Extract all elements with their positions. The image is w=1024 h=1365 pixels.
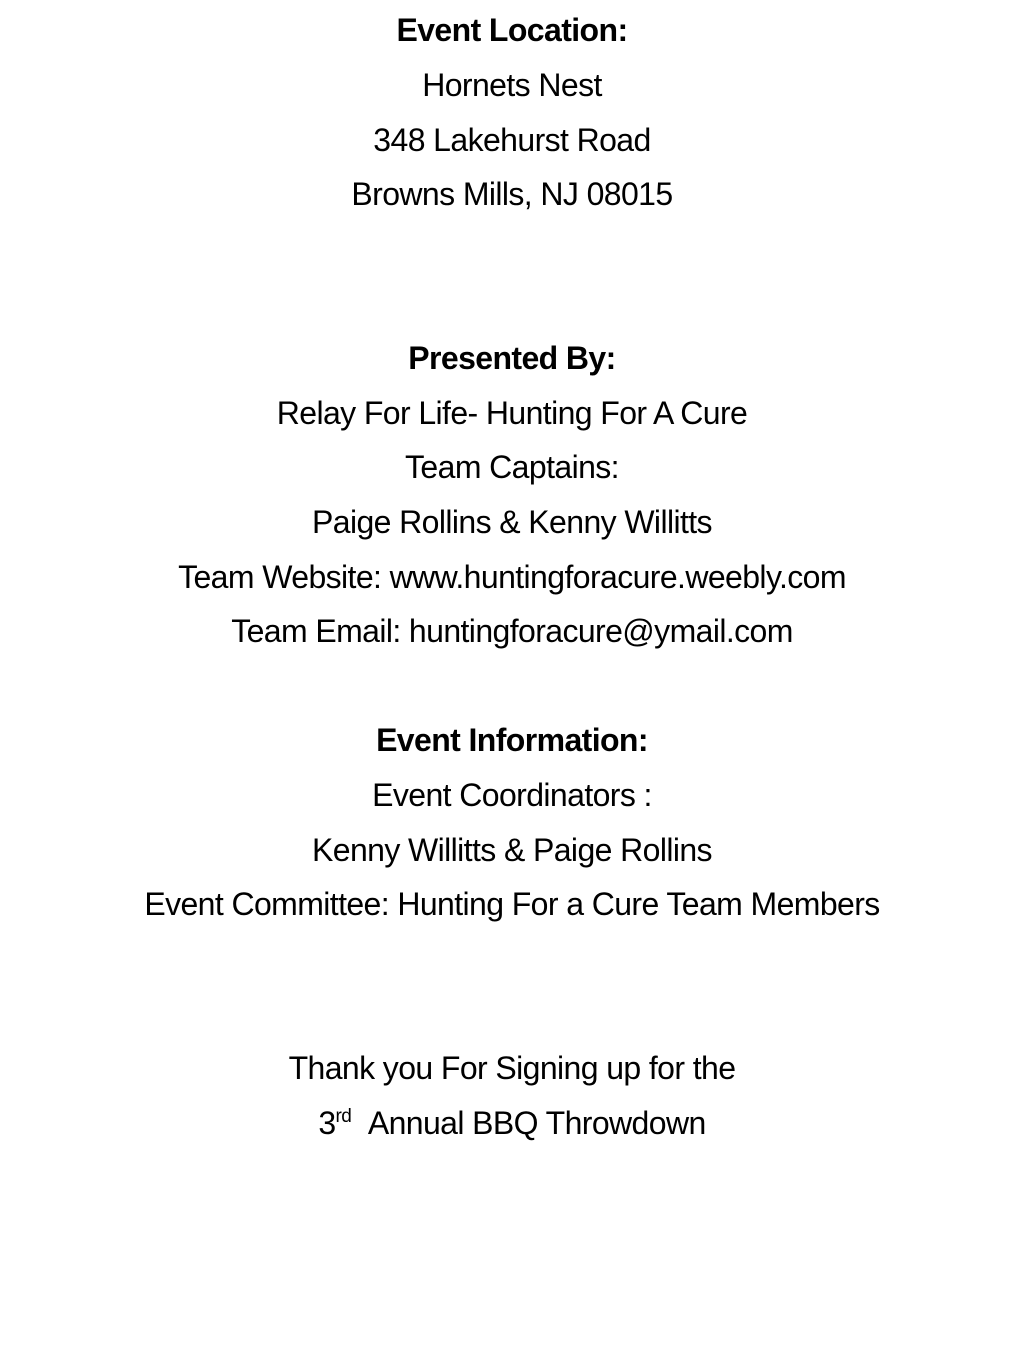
ordinal-number: 3 [318,1105,336,1141]
event-location-heading: Event Location: [396,12,628,48]
organization-name: Relay For Life- Hunting For A Cure [276,395,748,431]
street-address: 348 Lakehurst Road [373,122,651,158]
ordinal-suffix: rd [335,1106,352,1127]
city-state-zip: Browns Mills, NJ 08015 [351,176,673,212]
presented-by-heading: Presented By: [408,340,616,376]
team-email: Team Email: huntingforacure@ymail.com [231,613,793,649]
thank-you-line: Thank you For Signing up for the [288,1050,736,1086]
team-website: Team Website: www.huntingforacure.weebly.com [178,559,846,595]
event-name: Annual BBQ Throwdown [367,1105,706,1141]
event-title-line [0,1103,1024,1143]
event-committee: Event Committee: Hunting For a Cure Team Members [144,886,880,922]
event-coordinators-names: Kenny Willitts & Paige Rollins [312,832,712,868]
venue-name: Hornets Nest [422,67,602,103]
team-captains-names: Paige Rollins & Kenny Willitts [312,504,712,540]
event-coordinators-label: Event Coordinators : [372,777,652,813]
event-information-heading: Event Information: [376,722,648,758]
team-captains-label: Team Captains: [405,449,619,485]
